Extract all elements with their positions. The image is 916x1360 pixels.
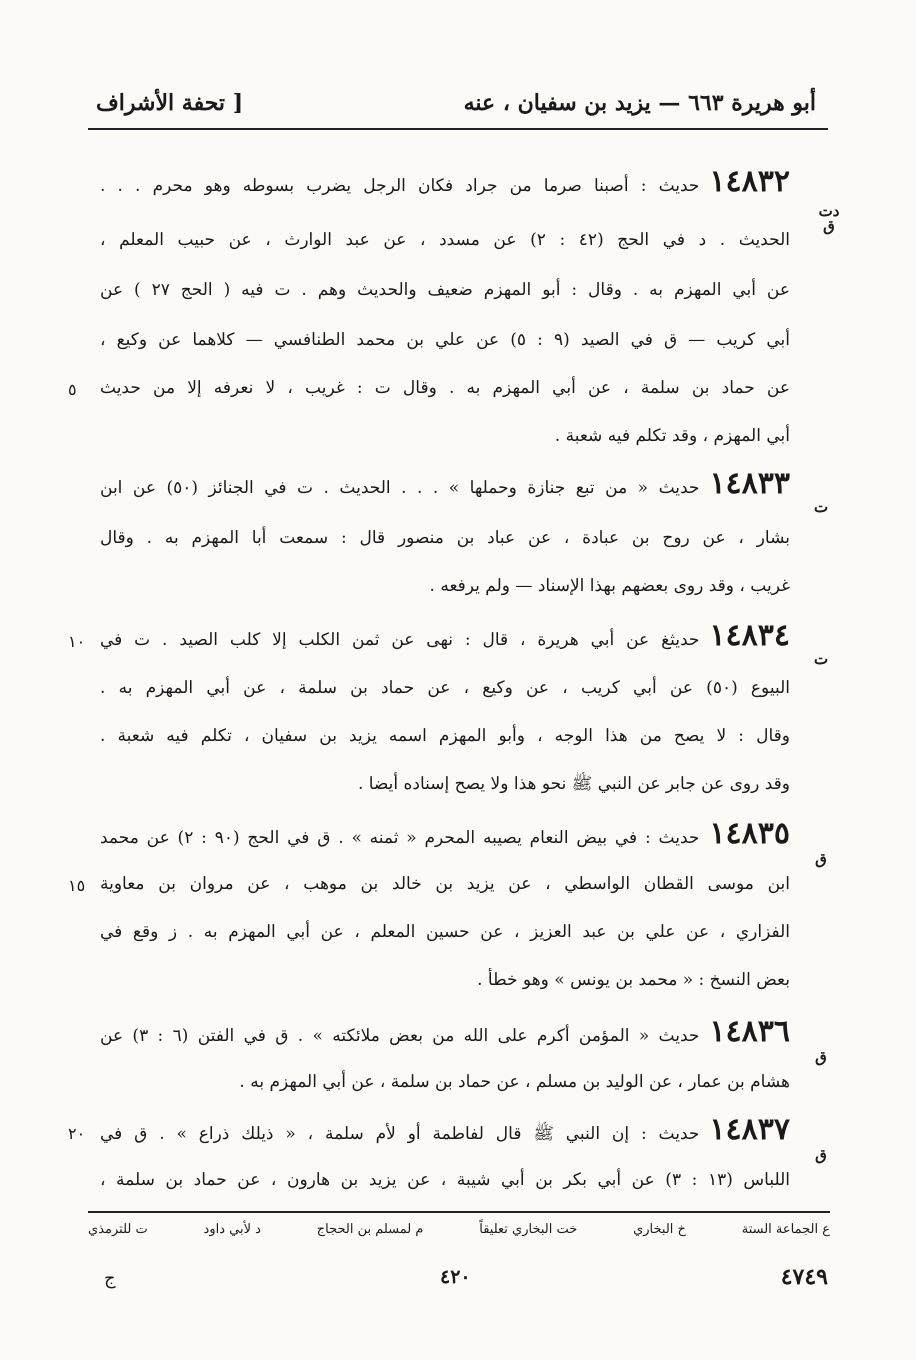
abbreviation-key: [88, 1222, 830, 1237]
entry-line: عن حماد بن سلمة ، عن أبي المهزم به . وقال ت : غريب ، لا نعرفه إلا من حديث: [100, 378, 790, 398]
margin-line-number: ٢٠: [68, 1124, 86, 1143]
entry-line: ١٤٨٣٦حديث « المؤمن أكرم على الله من بعض ملائكته » . ق في الفتن (٦ : ٣) عن: [100, 1020, 790, 1048]
entry-line: أبي المهزم ، وقد تكلم فيه شعبة .: [554, 426, 790, 446]
margin-line-number: ١٥: [68, 876, 86, 895]
margin-line-number: ٥: [68, 380, 77, 399]
hadith-number: ١٤٨٣٦: [709, 1020, 790, 1048]
entry-line: الحديث . د في الحج (٤٢ : ٢) عن مسدد ، عن عبد الوارث ، عن حبيب المعلم ،: [100, 230, 790, 250]
key-item: د لأبي داود: [203, 1222, 261, 1237]
footer-divider: [88, 1211, 830, 1213]
volume-letter: ج: [104, 1268, 116, 1289]
entry-line: وقال : لا يصح من هذا الوجه ، وأبو المهزم اسمه يزيد بن سفيان ، تكلم فيه شعبة .: [100, 726, 790, 746]
margin-line-number: ١٠: [68, 632, 86, 651]
entry-line: ١٤٨٣٣حديث « من تبع جنازة وحملها » . . . الحديث . ت في الجنائز (٥٠) عن ابن: [100, 472, 790, 500]
entry-line: ١٤٨٣٤حديثغ عن أبي هريرة ، قال : نهى عن ثمن الكلب إلا كلب الصيد . ت في: [100, 624, 790, 652]
hadith-number: ١٤٨٣٣: [709, 472, 790, 500]
hadith-number: ١٤٨٣٧: [709, 1118, 790, 1146]
key-item: ت للترمذي: [88, 1222, 148, 1237]
header-divider: [88, 128, 828, 130]
hadith-number: ١٤٨٣٤: [709, 624, 790, 652]
source-sigla: دت ق: [818, 202, 840, 235]
entry-line: بشار ، عن روح بن عبادة ، عن عباد بن منصور قال : سمعت أبا المهزم به . وقال: [100, 528, 790, 548]
running-header-book: [ تحفة الأشراف: [96, 90, 244, 116]
entry-line: وقد روى عن جابر عن النبي ﷺ نحو هذا ولا يصح إسناده أيضا .: [357, 774, 790, 794]
running-header-title: أبو هريرة ٦٦٣ — يزيد بن سفيان ، عنه: [463, 90, 816, 116]
entry-line: ابن موسى القطان الواسطي ، عن يزيد بن خالد بن موهب ، عن مروان بن معاوية: [100, 874, 790, 894]
entry-line: ١٤٨٣٧حديث : إن النبي ﷺ قال لفاطمة أو لأم سلمة ، « ذيلك ذراع » . ق في: [100, 1118, 790, 1146]
entry-line: بعض النسخ : « محمد بن يونس » وهو خطأ .: [477, 970, 790, 990]
running-number: ٤٧٤٩: [780, 1264, 828, 1290]
entry-line: أبي كريب — ق في الصيد (٩ : ٥) عن علي بن محمد الطنافسي — كلاهما عن وكيع ،: [100, 330, 790, 350]
key-item: خ البخاري: [633, 1222, 686, 1237]
entry-line: ١٤٨٣٢حديث : أصبنا صرما من جراد فكان الرجل يضرب بسوطه وهو محرم . . .: [100, 170, 790, 198]
entry-line: هشام بن عمار ، عن الوليد بن مسلم ، عن حماد بن سلمة ، عن أبي المهزم به .: [239, 1072, 790, 1092]
entry-line: غريب ، وقد روى بعضهم بهذا الإسناد — ولم يرفعه .: [429, 576, 790, 596]
source-sigla: ق: [815, 850, 827, 868]
entry-line: الفزاري ، عن علي بن عبد العزيز ، عن حسين المعلم ، عن أبي المهزم به . ز وقع في: [100, 922, 790, 942]
page-number: ٤٢٠: [440, 1266, 471, 1288]
key-item: ع الجماعة الستة: [741, 1222, 830, 1237]
entry-line: عن أبي المهزم به . وقال : أبو المهزم ضعيف والحديث وهم . ت فيه ( الحج ٢٧ ) عن: [100, 280, 790, 300]
key-item: خت البخاري تعليقاً: [479, 1222, 578, 1237]
source-sigla: ق: [815, 1146, 827, 1164]
entry-line: ١٤٨٣٥حديث : في بيض النعام يصيبه المحرم « ثمنه » . ق في الحج (٩٠ : ٢) عن محمد: [100, 822, 790, 850]
key-item: م لمسلم بن الحجاج: [316, 1222, 424, 1237]
source-sigla: ت: [813, 498, 829, 516]
source-sigla: ت: [813, 650, 829, 668]
hadith-number: ١٤٨٣٢: [709, 170, 790, 198]
entry-line: البيوع (٥٠) عن أبي كريب ، عن وكيع ، عن حماد بن سلمة ، عن أبي المهزم به .: [100, 678, 790, 698]
hadith-number: ١٤٨٣٥: [709, 822, 790, 850]
source-sigla: ق: [815, 1048, 827, 1066]
entry-line: اللباس (١٣ : ٣) عن أبي بكر بن أبي شيبة ، عن يزيد بن هارون ، عن حماد بن سلمة ،: [100, 1170, 790, 1190]
